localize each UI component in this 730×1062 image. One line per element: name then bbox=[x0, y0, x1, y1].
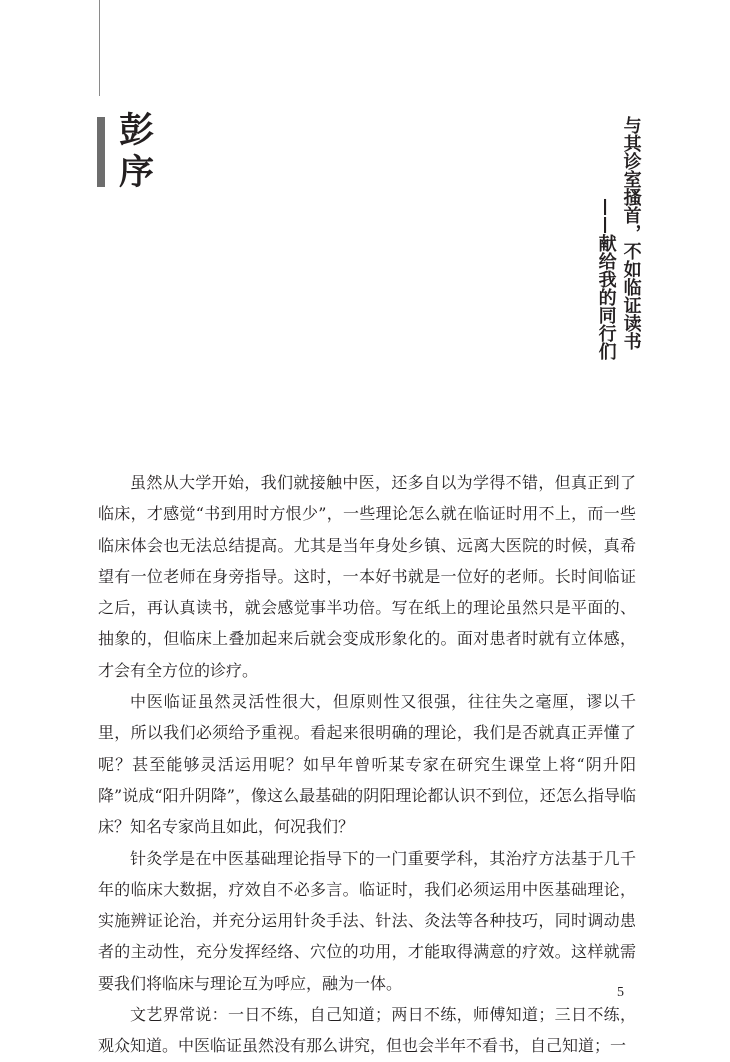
paragraph: 中医临证虽然灵活性很大，但原则性又很强，往往失之毫厘，谬以千里，所以我们必须给予重视。看起来很明确的理论，我们是否就真正弄懂了呢？甚至能够灵活运用呢？如早年曾听某专家在研究生课堂上将“阴升阳降”说成“阳升阴降”，像这么最基础的阴阳理论都认识不到位，还怎么指导临床？知名专家尚且如此，何况我们？ bbox=[98, 692, 636, 837]
body-text bbox=[98, 467, 636, 1062]
chapter-title: 彭序 bbox=[119, 110, 155, 193]
paragraph: 针灸学是在中医基础理论指导下的一门重要学科，其治疗方法基于几千年的临床大数据，疗效自不必多言。临证时，我们必须运用中医基础理论，实施辨证论治，并充分运用针灸手法、针法、灸法等各种技巧，同时调动患者的主动性，充分发挥经络、穴位的功用，才能取得满意的疗效。这样就需要我们将临床与理论互为呼应，融为一体。 bbox=[98, 848, 636, 993]
title-accent-bar bbox=[97, 117, 105, 187]
paragraph: 文艺界常说：一日不练，自己知道；两日不练，师傅知道；三日不练，观众知道。中医临证虽然没有那么讲究，但也会半年不看书，自己知道；一 bbox=[98, 1005, 636, 1056]
epigraph-main: 与其诊室搔首，不如临证读书 bbox=[620, 116, 642, 350]
paragraph: 虽然从大学开始，我们就接触中医，还多自以为学得不错，但真正到了临床，才感觉“书到用时方恨少”，一些理论怎么就在临证时用不上，而一些临床体会也无法总结提高。尤其是当年身处乡镇、远离大医院的时候，真希望有一位老师在身旁指导。这时，一本好书就是一位好的老师。长时间临证之后，再认真读书，就会感觉事半功倍。写在纸上的理论虽然只是平面的、抽象的，但临床上叠加起来后就会变成形象化的。面对患者时就有立体感，才会有全方位的诊疗。 bbox=[98, 473, 636, 680]
epigraph-sub: ——献给我的同行们 bbox=[595, 198, 617, 360]
top-vertical-rule bbox=[99, 0, 100, 96]
page-number: 5 bbox=[617, 985, 624, 1000]
